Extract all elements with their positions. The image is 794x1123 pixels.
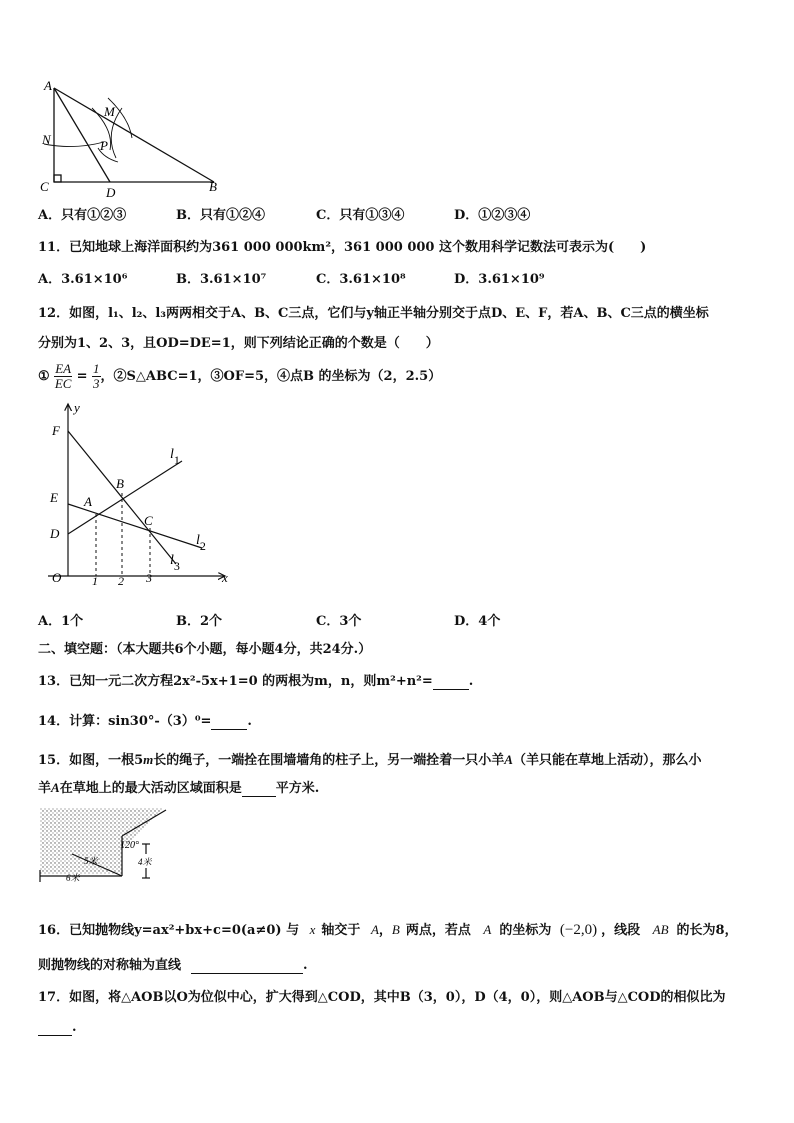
q12-option-b: B．2个 <box>176 614 223 629</box>
q13: 13．已知一元二次方程2x²-5x+1=0 的两根为m，n，则m²+n²= . <box>38 674 474 689</box>
fig12-label-e: E <box>50 490 58 505</box>
q12-figure <box>40 398 240 598</box>
q12-option-d: D．4个 <box>454 614 501 629</box>
q12-fraction-value <box>92 362 101 391</box>
fig12-label-y: y <box>74 400 80 415</box>
q11-text: 11．已知地球上海洋面积约为361 000 000km²，361 000 000 这个数用科学记数法可表示为( ) <box>38 240 647 255</box>
fig12-label-b: B <box>116 476 124 491</box>
q12-conclusions <box>38 362 441 392</box>
fig12-label-l3: l3 <box>170 553 180 573</box>
q12-equals: = <box>76 369 88 384</box>
fig12-label-o: O <box>52 570 62 585</box>
fig12-label-x: x <box>222 570 228 585</box>
q14: 14．计算：sin30°-（3）⁰= . <box>38 714 252 729</box>
q12-frac-num: EA <box>55 361 72 376</box>
fig12-label-a: A <box>84 494 92 509</box>
fig12-label-l2: l2 <box>196 533 206 553</box>
q11-option-a: A．3.61×10⁶ <box>38 272 128 287</box>
fig15-height-label: 4米 <box>138 857 152 867</box>
q17-line2: . <box>38 1020 77 1036</box>
q12-line1: 12．如图，l₁、l₂、l₃两两相交于A、B、C三点，它们与y轴正半轴分别交于点D、E、F，若A、B、C三点的横坐标 <box>38 306 709 321</box>
fig10-label-b: B <box>209 179 217 194</box>
fig10-label-p: P <box>100 138 108 153</box>
q12-rest: ，②S△ABC=1，③OF=5，④点B 的坐标为（2，2.5） <box>100 369 442 384</box>
q10-figure <box>34 78 234 198</box>
fig12-label-d: D <box>50 526 60 541</box>
q12-fraction-ea-ec <box>54 362 72 391</box>
q12-val-den: 3 <box>93 376 100 391</box>
q15-figure <box>38 806 172 882</box>
q15-line2: 羊A在草地上的最大活动区域面积是 平方米. <box>38 780 320 796</box>
section2-heading: 二、填空题：（本大题共6个小题，每小题4分，共24分.） <box>38 642 372 657</box>
q10-option-c: C．只有①③④ <box>316 208 405 223</box>
fig12-tick-1: 1 <box>92 574 98 588</box>
q16-line2: 则抛物线的对称轴为直线 . <box>38 958 308 973</box>
q16-line1: 16．已知抛物线y=ax²+bx+c=0(a≠0) 与 x 轴交于 A，B 两点，若点 A 的坐标为 (−2,0) ，线段 AB 的长为8， <box>38 922 738 938</box>
fig10-label-d: D <box>106 185 116 198</box>
q12-option-a: A．1个 <box>38 614 84 629</box>
q11-option-b: B．3.61×10⁷ <box>176 272 267 287</box>
fig15-width-label: 6米 <box>66 873 80 882</box>
fig15-angle-label: 120° <box>120 840 139 851</box>
fig10-label-n: N <box>42 132 51 147</box>
q12-circle-1: ① <box>38 369 50 384</box>
fig12-label-l1: l1 <box>170 447 180 467</box>
q12-line2: 分别为1、2、3，且OD=DE=1，则下列结论正确的个数是（ ） <box>38 336 439 351</box>
fig12-label-c: C <box>144 513 153 528</box>
q10-option-d: D．①②③④ <box>454 208 531 223</box>
q11-option-c: C．3.61×10⁸ <box>316 272 406 287</box>
fig10-label-m: M <box>104 104 115 119</box>
q15-line1: 15．如图，一根5m长的绳子，一端拴在围墙墙角的柱子上，另一端拴着一只小羊A（羊只能在草地上活动），那么小 <box>38 752 702 768</box>
q10-option-a: A．只有①②③ <box>38 208 127 223</box>
fig10-label-a: A <box>44 78 52 93</box>
fig10-label-c: C <box>40 179 49 194</box>
fig12-label-f: F <box>52 423 60 438</box>
q12-val-num: 1 <box>93 361 100 376</box>
q12-frac-den: EC <box>54 376 72 391</box>
fig12-tick-2: 2 <box>118 574 124 588</box>
fig15-rope-label: 5米 <box>84 856 98 866</box>
q11-option-d: D．3.61×10⁹ <box>454 272 545 287</box>
fig12-tick-3: 3 <box>146 571 152 585</box>
q10-option-b: B．只有①②④ <box>176 208 265 223</box>
q12-option-c: C．3个 <box>316 614 362 629</box>
q17-line1: 17．如图，将△AOB以O为位似中心，扩大得到△COD，其中B（3，0），D（4，0），则△AOB与△COD的相似比为 <box>38 990 726 1005</box>
